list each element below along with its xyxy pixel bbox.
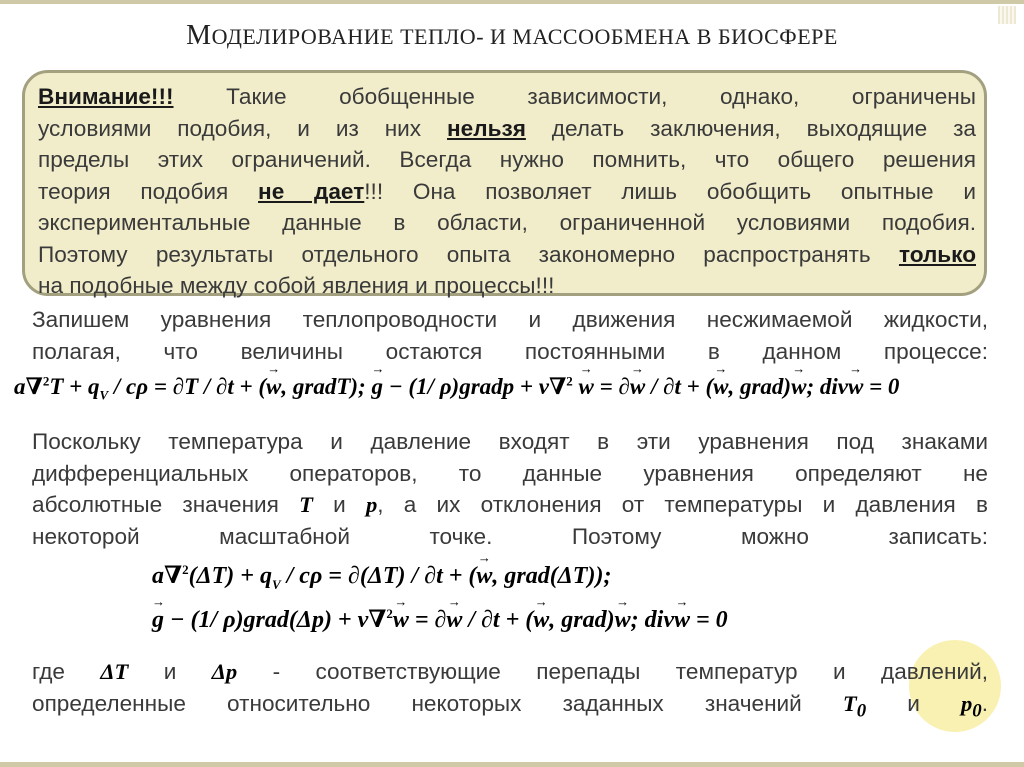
notice-line: Внимание!!! Такие обобщенные зависимости, однако, ограничены	[38, 84, 976, 109]
notice-heading: Внимание!!!	[38, 84, 174, 109]
notice-line: экспериментальные данные в области, ограниченной условиями подобия.	[38, 210, 976, 235]
equation-2: $a\nabla^2(\Delta T) + q_V / c\rho = \partial(\Delta T) / \partial t$ + (→ w, grad(ΔT));	[152, 560, 611, 593]
emphasis-ne-daet: не дает	[258, 178, 365, 204]
intro-paragraph: Запишем уравнения теплопроводности и движения несжимаемой жидкости, полагая, что величины остаются постоянными в данном процессе:	[32, 307, 988, 364]
notice-box	[22, 70, 987, 296]
notice-line: пределы этих ограничений. Всегда нужно помнить, что общего решения	[38, 147, 976, 172]
bottom-stripe	[0, 762, 1024, 767]
equation-1: $a\nabla^2T + q_V / c\rho = \partial T / \partial t$ + (→ w, gradT); → g − (1/ ρ)gradp + ν∇$^2$ → w = ∂→ w / ∂t + (→ w, grad)→ w; div→ w = 0	[14, 373, 899, 404]
notice-line: условиями подобия, и из них нельзя делать заключения, выходящие за	[38, 115, 976, 141]
emphasis-nelzya: нельзя	[447, 115, 526, 141]
equation-3: → g − (1/ ρ)grad(Δp) + ν∇$^2$→ w = ∂→ w / ∂t + (→ w, grad)→ w; div→ w = 0	[152, 604, 728, 634]
explanation-paragraph: Поскольку температура и давление входят в эти уравнения под знаками дифференциальных операторов, то данные уравнения определяют не абсолютные значения T и p, а их отклонения от температуры и давления в некоторой масштабной точке. Поэтому можно записать:	[32, 429, 988, 549]
notice-line: на подобные между собой явления и процессы!!!	[38, 273, 555, 298]
emphasis-tolko: только	[898, 241, 976, 267]
notice-line: теория подобия не дает!!! Она позволяет лишь обобщить опытные и	[38, 178, 976, 204]
definitions-paragraph: где ΔT и Δp - соответствующие перепады температур и давлений, определенные относительно некоторых заданных значений $T_0$ и $p_0$.	[32, 659, 988, 722]
notice-text	[38, 81, 976, 302]
page-title: МОДЕЛИРОВАНИЕ ТЕПЛО- И МАССООБМЕНА В БИОСФЕРЕ	[186, 20, 838, 51]
notice-line: Поэтому результаты отдельного опыта закономерно распространять только	[38, 241, 976, 267]
top-stripe	[0, 0, 1024, 4]
